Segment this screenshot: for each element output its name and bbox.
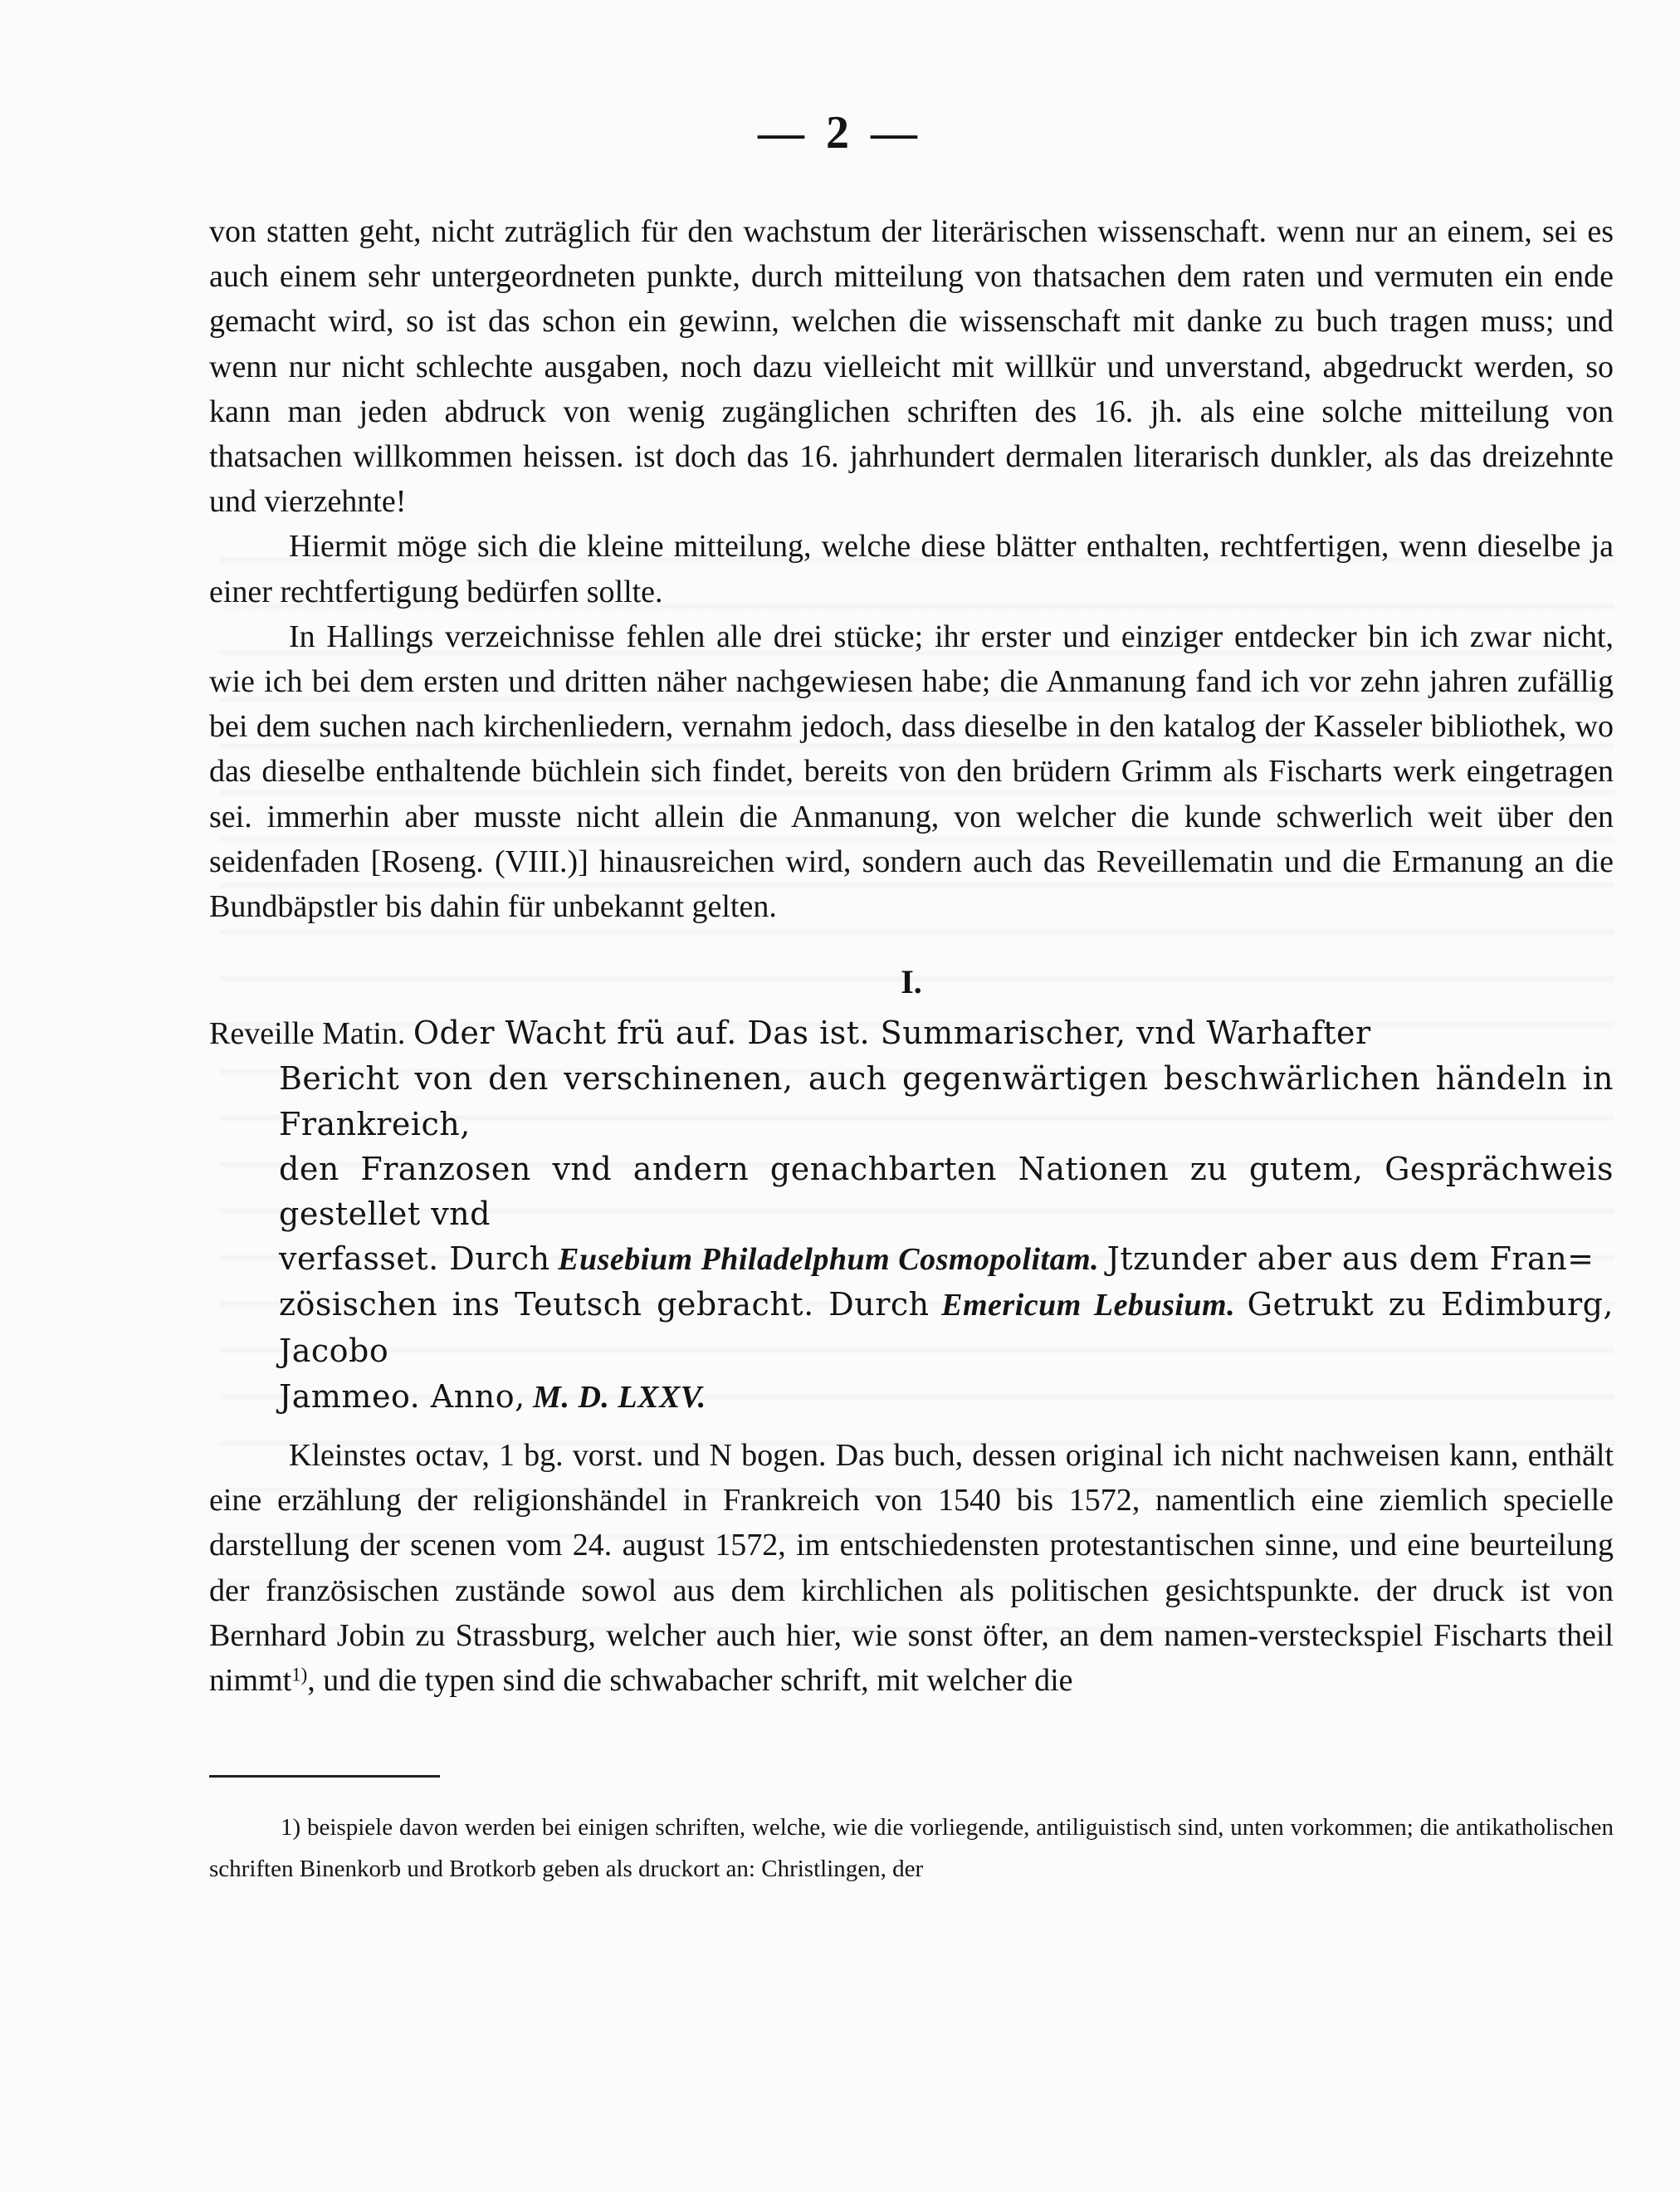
page-number: — 2 — [758,107,922,159]
footnote-rule [209,1775,440,1778]
footnotes [209,1807,1614,1890]
paragraph-2: Hiermit möge sich die kleine mitteilung, welche diese blätter enthalten, rechtfertigen, wenn dieselbe ja einer rechtfertigung bedürfen sollte. [209,529,1614,609]
description-paragraph [209,1433,1614,1703]
footnote-1: 1) beispiele davon werden bei einigen schriften, welche, wie die vorliegende, antiliguistisch sind, unten vorkommen; die antikatholischen schriften Binenkorb und Brotkorb geben als druckort an: Christlingen, der [209,1814,1614,1882]
title-line-5 [279,1282,1614,1373]
title-line-3: den Franzosen vnd andern genachbarten Nationen zu gutem, Gesprächweis gestellet vnd [279,1150,1614,1233]
title-line-5-lead: zösischen ins Teutsch gebracht. Durch [279,1286,930,1323]
title-line-1 [209,1010,1614,1056]
paragraph-3: In Hallings verzeichnisse fehlen alle drei stücke; ihr erster und einziger entdecker bin ich zwar nicht, wie ich bei dem ersten und dritten näher nachgewiesen habe; die Anmanung fand ich vor zehn jahren zufällig bei dem suchen nach kirchenliedern, vernahm jedoch, dass dieselbe in den katalog der Kasseler bibliothek, wo das dieselbe enthaltende büchlein sich findet, bereits von den brüdern Grimm als Fischarts werk eingetragen sei. immerhin aber musste nicht allein die Anmanung, von welcher die kunde schwerlich weit über den seidenfaden [Roseng. (VIII.)] hinausreichen wird, sondern auch das Reveillematin und die Ermanung an die Bundbäpstler bis dahin für unbekannt gelten. [209,619,1614,925]
footnote-marker: 1) [291,1664,308,1685]
title-line-4-lead: verfasset. Durch [279,1240,550,1278]
description-text: Kleinstes octav, 1 bg. vorst. und N bogen. Das buch, dessen original ich nicht nachweisen kann, enthält eine erzählung der religionshändel in Frankreich von 1540 bis 1572, namentlich eine ziemlich specielle darstellung der scenen vom 24. august 1572, im entschiedensten protestantischen sinne, und eine beurteilung der französischen zustände sowol aus dem kirchlichen als politischen gesichtspunkte. der druck ist von Bernhard Jobin zu Strassburg, welcher auch hier, wie sonst öfter, an dem namen-versteckspiel Fischarts theil nimmt [209,1438,1614,1699]
title-line-4-author: Eusebium Philadelphum Cosmopolitam. [558,1242,1100,1278]
bibliographic-title [209,1010,1614,1420]
title-line-6 [279,1374,1614,1420]
title-line-5-rest: Getrukt zu Edimburg, Jacobo [279,1286,1614,1369]
title-line-1-lead: Reveille Matin. [209,1016,406,1052]
title-line-2: Bericht von den verschinenen, auch gegenwärtigen beschwärlichen händeln in Frankreich, [279,1060,1614,1142]
paragraph-1: von statten geht, nicht zuträglich für den wachstum der literärischen wissenschaft. wenn nur an einem, sei es auch einem sehr untergeordneten punkte, durch mitteilung von thatsachen dem raten und vermuten ein ende gemacht wird, so ist das schon ein gewinn, welchen die wissenschaft mit danke zu buch tragen muss; und wenn nur nicht schlechte ausgaben, noch dazu vielleicht mit willkür und unverstand, abgedruckt werden, so kann man jeden abdruck von wenig zugänglichen schriften des 16. jh. als eine solche mitteilung von thatsachen willkommen heissen. ist doch das 16. jahrhundert dermalen literarisch dunkler, als das dreizehnte und vierzehnte! [209,214,1614,520]
description-end: , und die typen sind die schwabacher schrift, mit welcher die [307,1663,1073,1699]
section-number: I. [901,963,922,1001]
title-line-1-rest: Oder Wacht frü auf. Das ist. Summarischer, vnd Warhafter [413,1015,1371,1052]
title-line-5-translator: Emericum Lebusium. [941,1288,1236,1323]
body-text [209,209,1614,1703]
title-line-6-lead: Jammeo. Anno, [279,1377,525,1415]
title-line-6-year: M. D. LXXV. [533,1379,706,1415]
title-line-4 [279,1236,1614,1282]
title-line-4-rest: Jtzunder aber aus dem Fran= [1106,1240,1595,1278]
